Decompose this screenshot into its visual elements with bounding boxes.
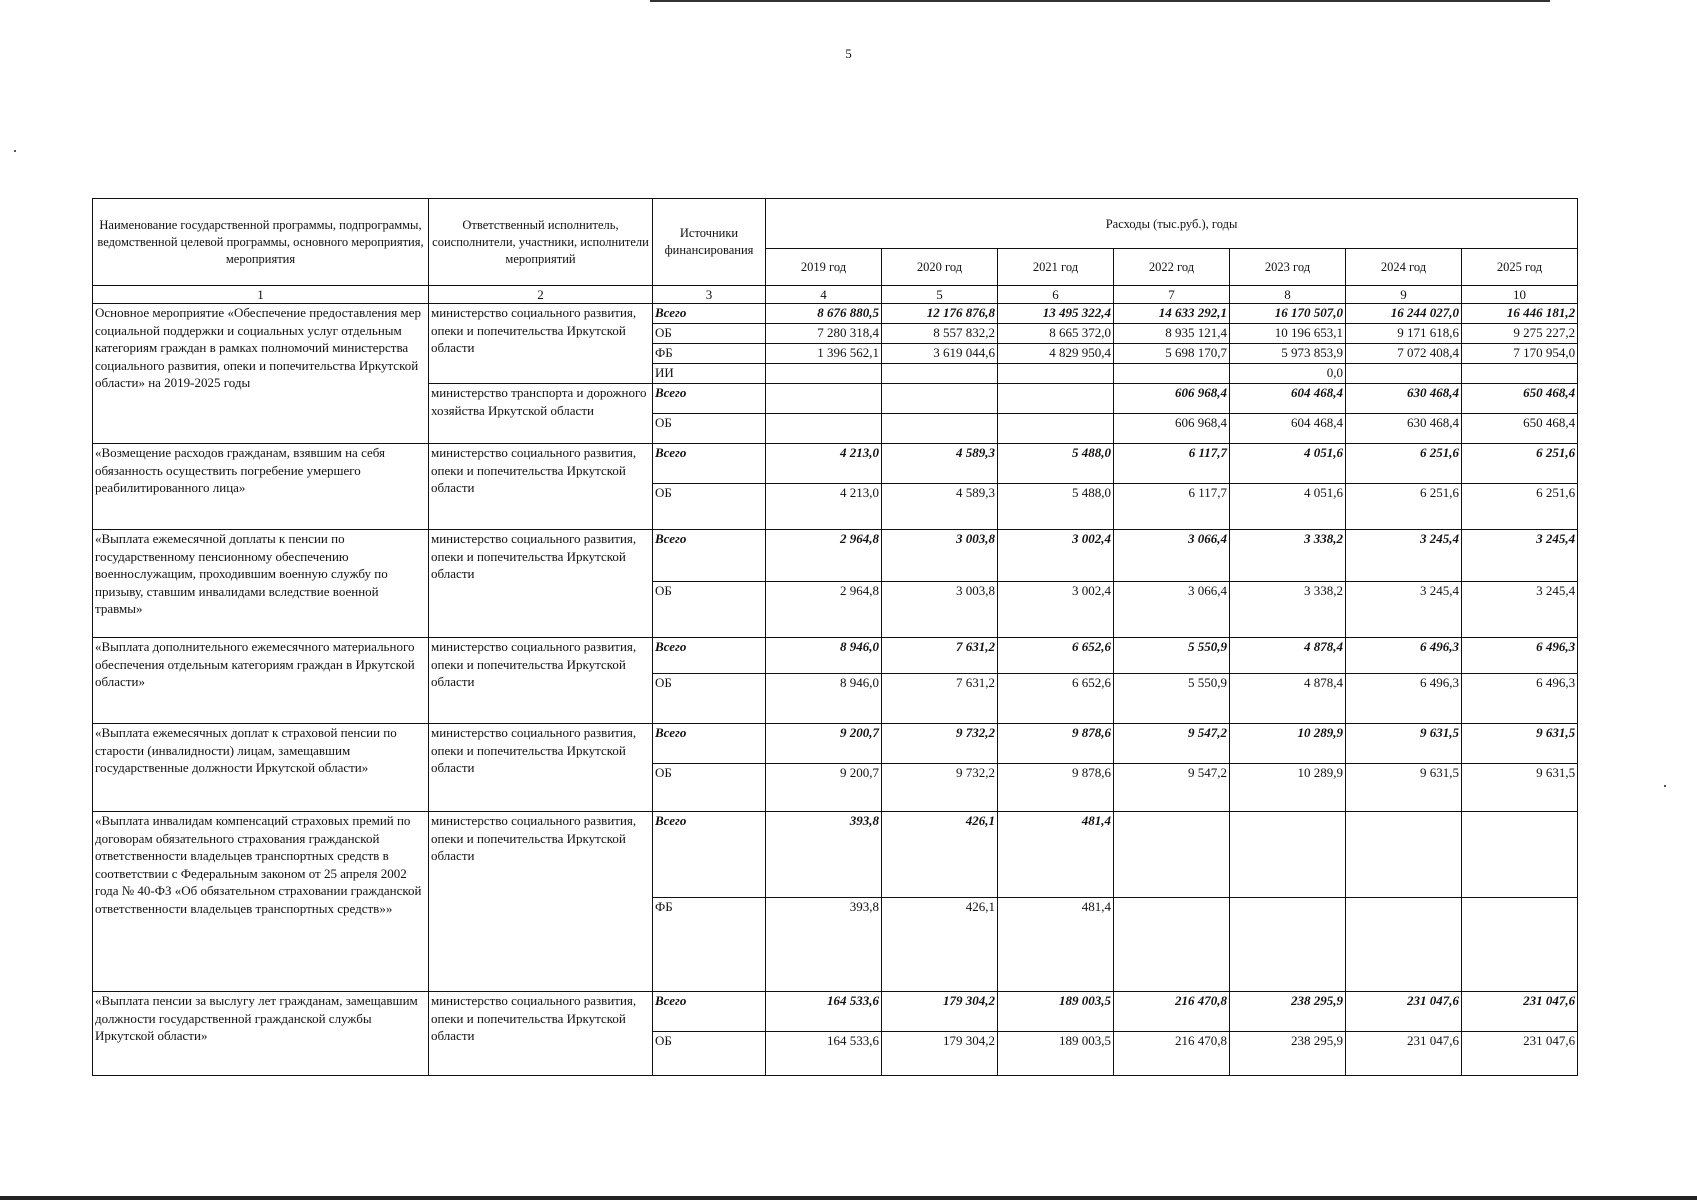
amount-cell: 238 295,9 — [1230, 1032, 1346, 1076]
amount-cell: 9 878,6 — [998, 724, 1114, 764]
amount-cell — [1230, 812, 1346, 898]
amount-cell: 231 047,6 — [1462, 1032, 1578, 1076]
source-label: ОБ — [653, 414, 766, 444]
header-year-3: 2021 год — [998, 249, 1114, 286]
amount-cell — [882, 414, 998, 444]
amount-cell: 16 244 027,0 — [1346, 304, 1462, 324]
scan-speck — [1664, 785, 1666, 787]
amount-cell: 4 878,4 — [1230, 674, 1346, 724]
amount-cell: 7 631,2 — [882, 638, 998, 674]
amount-cell: 3 619 044,6 — [882, 344, 998, 364]
amount-cell: 3 245,4 — [1346, 530, 1462, 582]
amount-cell: 426,1 — [882, 898, 998, 992]
amount-cell: 179 304,2 — [882, 992, 998, 1032]
executor-name: министерство социального развития, опеки и попечительства Иркутской области — [429, 530, 653, 638]
source-label: ФБ — [653, 898, 766, 992]
source-label: ОБ — [653, 764, 766, 812]
executor-name: министерство социального развития, опеки и попечительства Иркутской области — [429, 992, 653, 1076]
amount-cell: 6 117,7 — [1114, 444, 1230, 484]
amount-cell: 606 968,4 — [1114, 384, 1230, 414]
measure-title: Основное мероприятие «Обеспечение предоставления мер социальной поддержки и социальных услуг отдельным категориям граждан в рамках полномочий министерства социального развития, опеки и попечительства Иркутской области» на 2019-2025 годы — [93, 304, 429, 444]
executor-name: министерство социального развития, опеки и попечительства Иркутской области — [429, 812, 653, 992]
source-total-label: Всего — [653, 304, 766, 324]
header-name: Наименование государственной программы, подпрограммы, ведомственной целевой программы, основного мероприятия, мероприятия — [93, 199, 429, 286]
amount-cell: 5 698 170,7 — [1114, 344, 1230, 364]
amount-cell: 3 066,4 — [1114, 582, 1230, 638]
amount-cell: 5 488,0 — [998, 444, 1114, 484]
amount-cell — [998, 364, 1114, 384]
amount-cell: 393,8 — [766, 812, 882, 898]
amount-cell — [766, 414, 882, 444]
amount-cell: 3 002,4 — [998, 582, 1114, 638]
column-number: 6 — [998, 286, 1114, 304]
amount-cell: 9 878,6 — [998, 764, 1114, 812]
amount-cell — [1462, 812, 1578, 898]
amount-cell: 7 072 408,4 — [1346, 344, 1462, 364]
amount-cell: 4 051,6 — [1230, 444, 1346, 484]
column-number: 2 — [429, 286, 653, 304]
source-total-label: Всего — [653, 992, 766, 1032]
amount-cell: 216 470,8 — [1114, 992, 1230, 1032]
page-number: 5 — [845, 46, 852, 61]
amount-cell: 13 495 322,4 — [998, 304, 1114, 324]
header-executor: Ответственный исполнитель, соисполнители, участники, исполнители мероприятий — [429, 199, 653, 286]
amount-cell: 4 213,0 — [766, 444, 882, 484]
amount-cell: 4 589,3 — [882, 484, 998, 530]
header-year-4: 2022 год — [1114, 249, 1230, 286]
measure-title: «Выплата ежемесячной доплаты к пенсии по государственному пенсионному обеспечению военнослужащим, проходившим военную службу по призыву, ставшим инвалидами вследствие военной травмы» — [93, 530, 429, 638]
column-number: 9 — [1346, 286, 1462, 304]
amount-cell: 12 176 876,8 — [882, 304, 998, 324]
amount-cell — [998, 384, 1114, 414]
amount-cell: 6 251,6 — [1346, 444, 1462, 484]
executor-name: министерство социального развития, опеки и попечительства Иркутской области — [429, 638, 653, 724]
amount-cell — [766, 384, 882, 414]
amount-cell: 9 631,5 — [1346, 724, 1462, 764]
source-label: ФБ — [653, 344, 766, 364]
amount-cell — [1462, 898, 1578, 992]
measure-title: «Выплата дополнительного ежемесячного материального обеспечения отдельным категориям граждан в Иркутской области» — [93, 638, 429, 724]
amount-cell: 1 396 562,1 — [766, 344, 882, 364]
header-year-6: 2024 год — [1346, 249, 1462, 286]
amount-cell: 6 251,6 — [1462, 444, 1578, 484]
amount-cell: 9 275 227,2 — [1462, 324, 1578, 344]
amount-cell: 3 338,2 — [1230, 582, 1346, 638]
table-row — [93, 638, 1578, 674]
source-label: ОБ — [653, 324, 766, 344]
amount-cell: 6 251,6 — [1346, 484, 1462, 530]
amount-cell: 630 468,4 — [1346, 414, 1462, 444]
amount-cell: 5 973 853,9 — [1230, 344, 1346, 364]
executor-name: министерство социального развития, опеки и попечительства Иркутской области — [429, 724, 653, 812]
amount-cell — [1346, 364, 1462, 384]
amount-cell: 3 002,4 — [998, 530, 1114, 582]
amount-cell: 3 003,8 — [882, 582, 998, 638]
source-total-label: Всего — [653, 724, 766, 764]
table-row — [93, 530, 1578, 582]
column-number: 7 — [1114, 286, 1230, 304]
executor-name: министерство социального развития, опеки и попечительства Иркутской области — [429, 444, 653, 530]
header-year-2: 2020 год — [882, 249, 998, 286]
table-row — [93, 444, 1578, 484]
amount-cell: 3 338,2 — [1230, 530, 1346, 582]
amount-cell: 481,4 — [998, 898, 1114, 992]
table-row — [93, 812, 1578, 898]
table-header — [93, 199, 1578, 304]
amount-cell: 7 170 954,0 — [1462, 344, 1578, 364]
amount-cell: 189 003,5 — [998, 992, 1114, 1032]
amount-cell — [1462, 364, 1578, 384]
column-number: 8 — [1230, 286, 1346, 304]
column-number: 1 — [93, 286, 429, 304]
amount-cell: 4 589,3 — [882, 444, 998, 484]
amount-cell: 6 652,6 — [998, 674, 1114, 724]
amount-cell: 9 732,2 — [882, 724, 998, 764]
amount-cell: 8 935 121,4 — [1114, 324, 1230, 344]
amount-cell: 3 245,4 — [1462, 582, 1578, 638]
column-number: 3 — [653, 286, 766, 304]
amount-cell: 630 468,4 — [1346, 384, 1462, 414]
amount-cell: 2 964,8 — [766, 530, 882, 582]
amount-cell: 9 732,2 — [882, 764, 998, 812]
measure-title: «Выплата ежемесячных доплат к страховой пенсии по старости (инвалидности) лицам, замещавшим государственные должности Иркутской области» — [93, 724, 429, 812]
amount-cell: 604 468,4 — [1230, 414, 1346, 444]
amount-cell: 393,8 — [766, 898, 882, 992]
table-row — [93, 992, 1578, 1032]
amount-cell: 8 946,0 — [766, 638, 882, 674]
amount-cell: 7 280 318,4 — [766, 324, 882, 344]
amount-cell: 8 946,0 — [766, 674, 882, 724]
amount-cell: 14 633 292,1 — [1114, 304, 1230, 324]
scan-edge-bottom — [0, 1196, 1697, 1200]
source-label: ОБ — [653, 674, 766, 724]
amount-cell: 16 170 507,0 — [1230, 304, 1346, 324]
amount-cell: 6 117,7 — [1114, 484, 1230, 530]
amount-cell: 2 964,8 — [766, 582, 882, 638]
amount-cell: 5 550,9 — [1114, 638, 1230, 674]
amount-cell: 6 251,6 — [1462, 484, 1578, 530]
header-year-5: 2023 год — [1230, 249, 1346, 286]
amount-cell: 6 496,3 — [1462, 674, 1578, 724]
table-row — [93, 724, 1578, 764]
amount-cell: 16 446 181,2 — [1462, 304, 1578, 324]
header-year-7: 2025 год — [1462, 249, 1578, 286]
header-expenses: Расходы (тыс.руб.), годы — [766, 199, 1578, 249]
amount-cell: 10 289,9 — [1230, 764, 1346, 812]
amount-cell: 4 051,6 — [1230, 484, 1346, 530]
amount-cell: 9 200,7 — [766, 764, 882, 812]
header-year-1: 2019 год — [766, 249, 882, 286]
source-total-label: Всего — [653, 444, 766, 484]
amount-cell: 8 676 880,5 — [766, 304, 882, 324]
amount-cell: 5 488,0 — [998, 484, 1114, 530]
amount-cell: 231 047,6 — [1346, 1032, 1462, 1076]
amount-cell: 8 665 372,0 — [998, 324, 1114, 344]
amount-cell: 7 631,2 — [882, 674, 998, 724]
amount-cell: 238 295,9 — [1230, 992, 1346, 1032]
amount-cell — [1230, 898, 1346, 992]
amount-cell: 604 468,4 — [1230, 384, 1346, 414]
amount-cell: 3 066,4 — [1114, 530, 1230, 582]
amount-cell: 8 557 832,2 — [882, 324, 998, 344]
amount-cell: 231 047,6 — [1462, 992, 1578, 1032]
table-body — [93, 304, 1578, 1076]
amount-cell: 10 289,9 — [1230, 724, 1346, 764]
amount-cell: 216 470,8 — [1114, 1032, 1230, 1076]
source-total-label: Всего — [653, 812, 766, 898]
scan-speck — [14, 150, 16, 152]
amount-cell — [1114, 812, 1230, 898]
amount-cell — [882, 364, 998, 384]
amount-cell: 606 968,4 — [1114, 414, 1230, 444]
amount-cell: 164 533,6 — [766, 992, 882, 1032]
amount-cell: 3 245,4 — [1346, 582, 1462, 638]
amount-cell: 9 631,5 — [1462, 724, 1578, 764]
source-label: ОБ — [653, 582, 766, 638]
amount-cell: 6 496,3 — [1346, 638, 1462, 674]
source-label: ОБ — [653, 484, 766, 530]
amount-cell: 4 213,0 — [766, 484, 882, 530]
amount-cell: 4 829 950,4 — [998, 344, 1114, 364]
scan-edge-top — [650, 0, 1550, 2]
amount-cell: 164 533,6 — [766, 1032, 882, 1076]
amount-cell — [1346, 812, 1462, 898]
amount-cell: 9 547,2 — [1114, 764, 1230, 812]
amount-cell: 3 003,8 — [882, 530, 998, 582]
amount-cell: 179 304,2 — [882, 1032, 998, 1076]
measure-title: «Выплата пенсии за выслугу лет гражданам, замещавшим должности государственной гражданской службы Иркутской области» — [93, 992, 429, 1076]
amount-cell — [1346, 898, 1462, 992]
executor-name: министерство транспорта и дорожного хозяйства Иркутской области — [429, 384, 653, 444]
header-sources: Источники финансирования — [653, 199, 766, 286]
source-total-label: Всего — [653, 638, 766, 674]
amount-cell: 426,1 — [882, 812, 998, 898]
amount-cell — [766, 364, 882, 384]
column-number: 5 — [882, 286, 998, 304]
source-total-label: Всего — [653, 384, 766, 414]
amount-cell: 10 196 653,1 — [1230, 324, 1346, 344]
amount-cell: 231 047,6 — [1346, 992, 1462, 1032]
measure-title: «Выплата инвалидам компенсаций страховых премий по договорам обязательного страхования гражданской ответственности владельцев транспортных средств в соответствии с Федеральным законом от 25 апреля 2002 года № 40-ФЗ «Об обязательном страховании гражданской ответственности владельцев транспортных средств»» — [93, 812, 429, 992]
amount-cell — [1114, 364, 1230, 384]
amount-cell: 4 878,4 — [1230, 638, 1346, 674]
executor-name: министерство социального развития, опеки и попечительства Иркутской области — [429, 304, 653, 384]
amount-cell: 481,4 — [998, 812, 1114, 898]
amount-cell: 6 652,6 — [998, 638, 1114, 674]
amount-cell: 6 496,3 — [1462, 638, 1578, 674]
amount-cell: 9 631,5 — [1462, 764, 1578, 812]
amount-cell: 9 547,2 — [1114, 724, 1230, 764]
amount-cell: 9 171 618,6 — [1346, 324, 1462, 344]
amount-cell: 3 245,4 — [1462, 530, 1578, 582]
column-number: 4 — [766, 286, 882, 304]
source-total-label: Всего — [653, 530, 766, 582]
amount-cell: 0,0 — [1230, 364, 1346, 384]
amount-cell: 650 468,4 — [1462, 414, 1578, 444]
amount-cell: 5 550,9 — [1114, 674, 1230, 724]
budget-table — [92, 198, 1578, 1076]
source-label: ОБ — [653, 1032, 766, 1076]
amount-cell — [882, 384, 998, 414]
amount-cell: 189 003,5 — [998, 1032, 1114, 1076]
amount-cell: 9 200,7 — [766, 724, 882, 764]
amount-cell: 9 631,5 — [1346, 764, 1462, 812]
amount-cell — [998, 414, 1114, 444]
amount-cell — [1114, 898, 1230, 992]
table-row — [93, 304, 1578, 324]
measure-title: «Возмещение расходов гражданам, взявшим на себя обязанность осуществить погребение умершего реабилитированного лица» — [93, 444, 429, 530]
amount-cell: 6 496,3 — [1346, 674, 1462, 724]
source-label: ИИ — [653, 364, 766, 384]
column-number: 10 — [1462, 286, 1578, 304]
amount-cell: 650 468,4 — [1462, 384, 1578, 414]
